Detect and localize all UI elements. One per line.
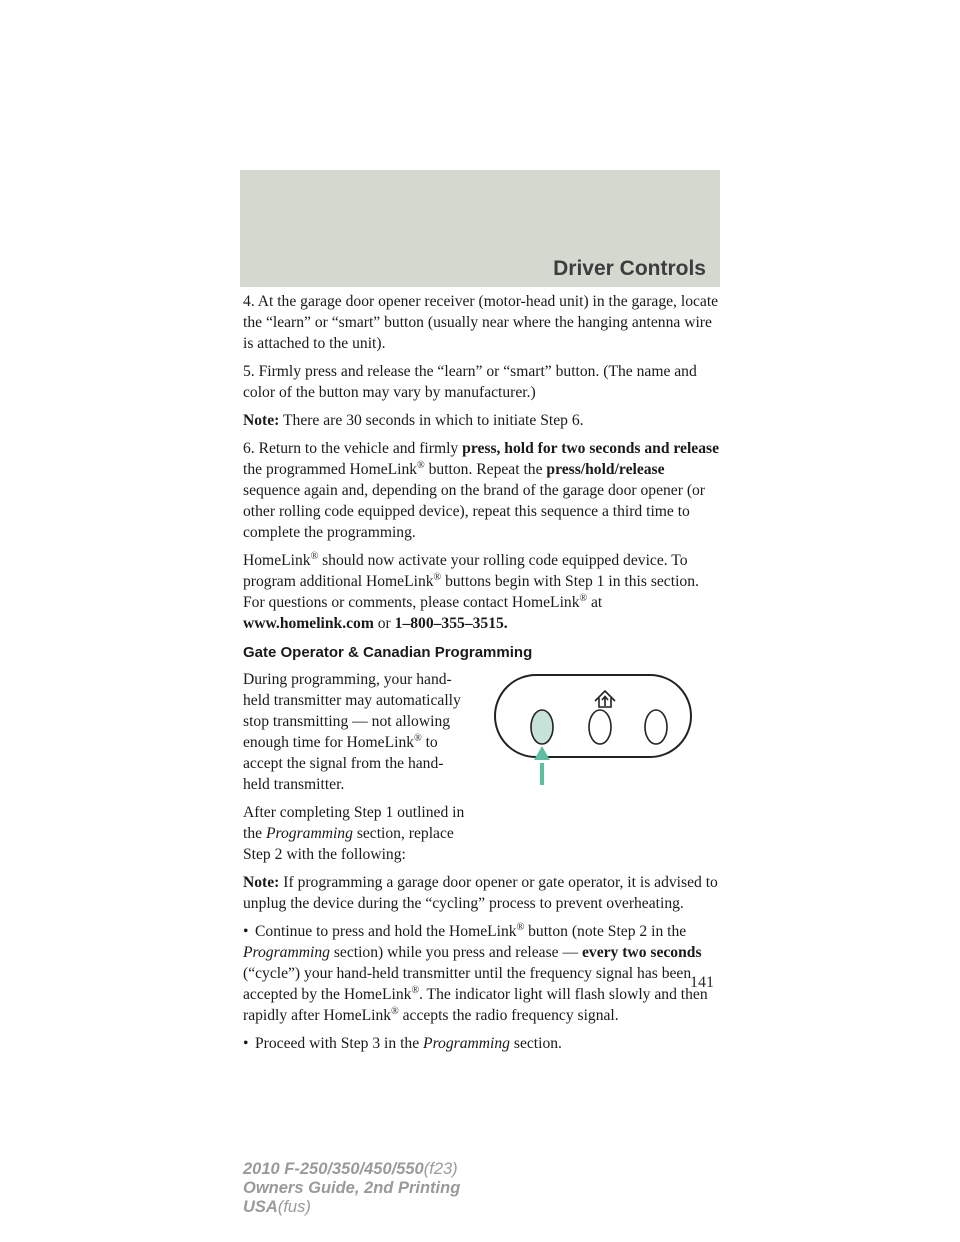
gate-para-2: After completing Step 1 outlined in the Programming section, replace Step 2 with the following: [243,804,465,863]
homelink-button-2 [589,710,611,744]
website-link[interactable]: www.homelink.com [243,615,374,632]
homelink-buttons-illustration [493,673,693,789]
step-5: 5. Firmly press and release the “learn” or “smart” button. (The name and color of the button may vary by manufacturer.) [243,363,697,401]
gate-steps-list [243,921,723,1054]
homelink-button-1 [531,710,553,744]
document-footer: 2010 F-250/350/450/550(f23) Owners Guide, 2nd Printing USA(fus) [243,1160,461,1216]
gate-para-1: During programming, your hand-held transmitter may automatically stop transmitting — not allowing enough time for HomeLink® to accept the signal from the hand-held transmitter. [243,671,461,793]
homelink-contact: HomeLink® should now activate your rolling code equipped device. To program additional HomeLink® buttons begin with Step 1 in this section. For questions or comments, please contact HomeLink® at www.homelink.com or 1–800–355–3515. [243,550,699,632]
list-item: • Continue to press and hold the HomeLink® button (note Step 2 in the Programming section) while you press and release — every two seconds (“cycle”) your hand-held transmitter until the frequency signal has been accepted by the HomeLink®. The indicator light will flash slowly and then rapidly after HomeLink® accepts the radio frequency signal. [243,921,708,1024]
section-title: Driver Controls [553,257,706,280]
note-unplug: Note: If programming a garage door opener or gate operator, it is advised to unplug the device during the “cycling” process to prevent overheating. [243,874,718,912]
page-number: 141 [690,974,714,991]
list-item: • Proceed with Step 3 in the Programming section. [243,1035,562,1052]
note-30-seconds: Note: There are 30 seconds in which to initiate Step 6. [243,412,584,429]
gate-intro-block [243,669,723,865]
step-4: 4. At the garage door opener receiver (motor-head unit) in the garage, locate the “learn” or “smart” button (usually near where the hanging antenna wire is attached to the unit). [243,293,719,352]
homelink-button-3 [645,710,667,744]
phone-number: 1–800–355–3515. [394,615,508,632]
page-content [243,291,723,1061]
step-6: 6. Return to the vehicle and firmly press, hold for two seconds and release the programmed HomeLink® button. Repeat the press/hold/release sequence again and, depending on the brand of the garage door opener (or other rolling code equipped device), repeat this sequence a third time to complete the programming. [243,440,720,541]
gate-section-heading: Gate Operator & Canadian Programming [243,644,533,661]
section-header-band [240,170,720,287]
